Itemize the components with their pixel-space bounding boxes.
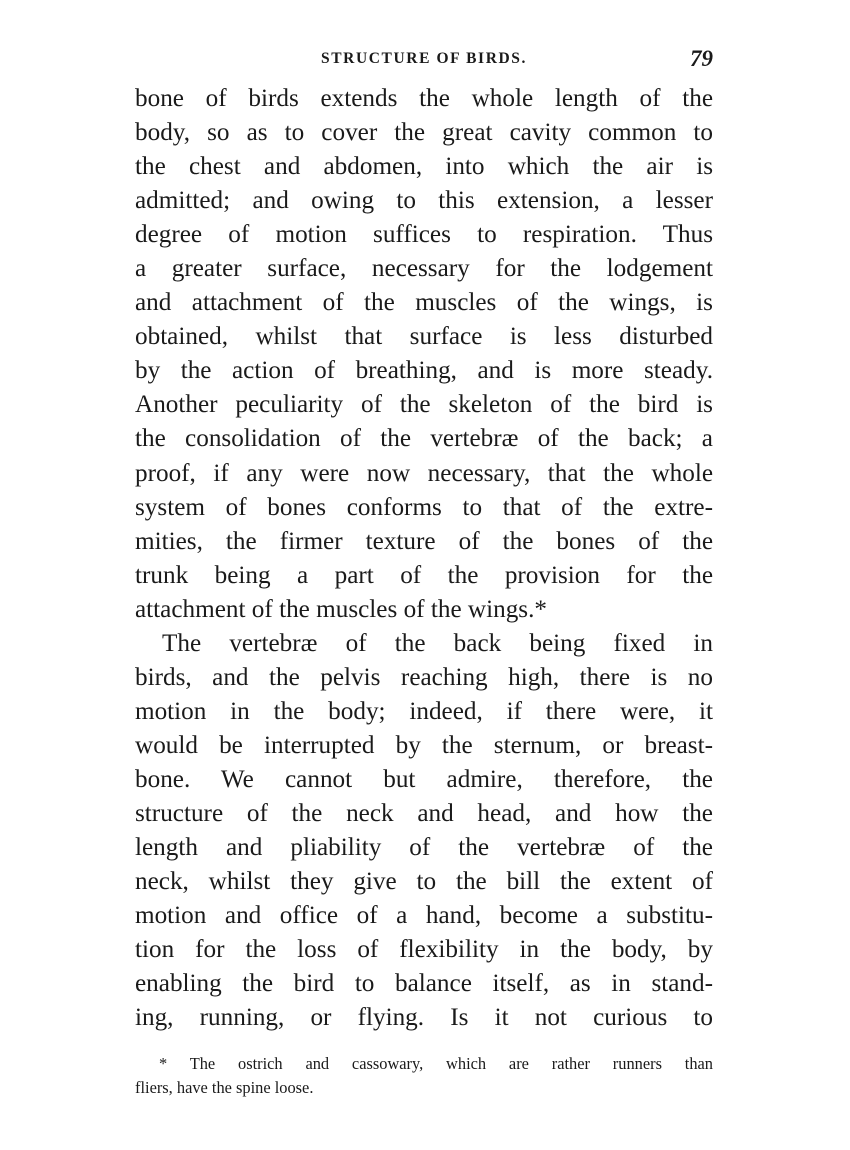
text-line: ing, running, or flying. Is it not curious to: [135, 1004, 713, 1032]
text-line: the consolidation of the vertebræ of the back; a: [135, 425, 713, 453]
text-line: bone of birds extends the whole length of the: [135, 85, 713, 112]
running-head-title: STRUCTURE OF BIRDS.: [321, 50, 527, 67]
text-line: would be interrupted by the sternum, or breast-: [135, 731, 713, 759]
text-line: obtained, whilst that surface is less disturbed: [135, 323, 713, 351]
text-line: and attachment of the muscles of the wings, is: [135, 289, 713, 317]
footnote-line: * The ostrich and cassowary, which are rather runners than: [159, 1054, 713, 1073]
paragraph-start-line: The vertebræ of the back being fixed in: [162, 629, 713, 657]
text-line: motion and office of a hand, become a substitu-: [135, 902, 713, 930]
text-line: structure of the neck and head, and how the: [135, 799, 713, 827]
text-line: proof, if any were now necessary, that the whole: [135, 459, 713, 487]
text-line: enabling the bird to balance itself, as in stand-: [135, 970, 713, 998]
text-line: system of bones conforms to that of the extre-: [135, 493, 713, 521]
text-line: body, so as to cover the great cavity common to: [135, 119, 713, 147]
text-line: Another peculiarity of the skeleton of the bird is: [135, 391, 713, 419]
text-line: trunk being a part of the provision for the: [135, 561, 713, 589]
text-line: length and pliability of the vertebræ of the: [135, 834, 713, 862]
text-line: admitted; and owing to this extension, a lesser: [135, 187, 713, 215]
text-line: mities, the firmer texture of the bones of the: [135, 527, 713, 555]
text-line: birds, and the pelvis reaching high, there is no: [135, 663, 713, 691]
text-line: degree of motion suffices to respiration. Thus: [135, 221, 713, 249]
text-line: by the action of breathing, and is more steady.: [135, 357, 713, 385]
text-line: neck, whilst they give to the bill the extent of: [135, 868, 713, 896]
text-line: bone. We cannot but admire, therefore, the: [135, 765, 713, 793]
paragraph-end-line: attachment of the muscles of the wings.*: [135, 595, 547, 623]
text-line: a greater surface, necessary for the lodgement: [135, 255, 713, 283]
body-text: [135, 82, 713, 1035]
footnote: [135, 1052, 713, 1100]
text-line: the chest and abdomen, into which the air is: [135, 153, 713, 181]
page-number: 79: [690, 46, 713, 71]
text-line: motion in the body; indeed, if there were, it: [135, 697, 713, 725]
running-head: [135, 46, 713, 76]
footnote-line: fliers, have the spine loose.: [135, 1078, 314, 1097]
text-line: tion for the loss of flexibility in the body, by: [135, 936, 713, 964]
